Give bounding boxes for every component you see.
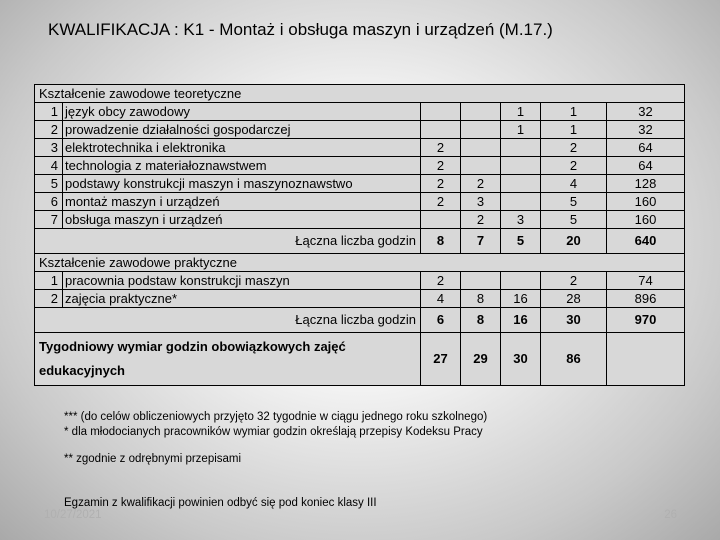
theory-total-row-value-1: 8 (421, 229, 461, 254)
table-row (35, 139, 685, 157)
curriculum-table (34, 84, 685, 386)
hours-class-3: 1 (501, 121, 541, 139)
hours-total: 896 (607, 290, 685, 308)
hours-class-3: 1 (501, 103, 541, 121)
row-number: 7 (35, 211, 63, 229)
hours-class-3 (501, 157, 541, 175)
subject-name: język obcy zawodowy (63, 103, 421, 121)
hours-class-1: 2 (421, 193, 461, 211)
hours-total: 64 (607, 139, 685, 157)
theory-total-row-label: Łączna liczba godzin (35, 229, 421, 254)
hours-class-3 (501, 139, 541, 157)
practice-total-row-value-2: 8 (461, 308, 501, 333)
weekly-hours-row-value-3: 30 (501, 333, 541, 386)
hours-total: 128 (607, 175, 685, 193)
page-title: KWALIFIKACJA : K1 - Montaż i obsługa maszyn i urządzeń (M.17.) (48, 20, 553, 39)
note-calculation: *** (do celów obliczeniowych przyjęto 32 tygodnie w ciągu jednego roku szkolnego) (64, 411, 488, 423)
hours-weekly-sum: 2 (541, 272, 607, 290)
table-row (35, 290, 685, 308)
subject-name: prowadzenie działalności gospodarczej (63, 121, 421, 139)
row-number: 6 (35, 193, 63, 211)
hours-class-2: 3 (461, 193, 501, 211)
hours-class-1: 2 (421, 157, 461, 175)
hours-weekly-sum: 28 (541, 290, 607, 308)
table-row (35, 193, 685, 211)
table-row (35, 272, 685, 290)
row-number: 1 (35, 272, 63, 290)
hours-class-2: 2 (461, 211, 501, 229)
section-heading-row (35, 85, 685, 103)
subject-name: elektrotechnika i elektronika (63, 139, 421, 157)
hours-class-2 (461, 121, 501, 139)
subject-name: podstawy konstrukcji maszyn i maszynoznawstwo (63, 175, 421, 193)
practice-total-row-value-1: 6 (421, 308, 461, 333)
row-number: 1 (35, 103, 63, 121)
hours-class-1: 2 (421, 139, 461, 157)
table-row (35, 121, 685, 139)
weekly-hours-row (35, 333, 685, 386)
practice-total-row-value-4: 30 (541, 308, 607, 333)
section-heading: Kształcenie zawodowe teoretyczne (35, 85, 685, 103)
note-exam: Egzamin z kwalifikacji powinien odbyć się pod koniec klasy III (64, 497, 377, 509)
theory-total-row-value-3: 5 (501, 229, 541, 254)
hours-total: 74 (607, 272, 685, 290)
hours-total: 32 (607, 121, 685, 139)
row-number: 3 (35, 139, 63, 157)
theory-total-row-value-5: 640 (607, 229, 685, 254)
table-row (35, 175, 685, 193)
table-row (35, 211, 685, 229)
hours-weekly-sum: 1 (541, 121, 607, 139)
subject-name: obsługa maszyn i urządzeń (63, 211, 421, 229)
hours-class-3: 16 (501, 290, 541, 308)
row-number: 2 (35, 121, 63, 139)
practice-total-row-label: Łączna liczba godzin (35, 308, 421, 333)
slide-number: 26 (664, 509, 677, 521)
hours-total: 64 (607, 157, 685, 175)
weekly-hours-row-value-2: 29 (461, 333, 501, 386)
hours-class-1 (421, 121, 461, 139)
section-heading-row (35, 254, 685, 272)
practice-total-row (35, 308, 685, 333)
table-row (35, 157, 685, 175)
hours-total: 160 (607, 211, 685, 229)
hours-class-1: 2 (421, 175, 461, 193)
weekly-hours-row-value-5 (607, 333, 685, 386)
hours-weekly-sum: 4 (541, 175, 607, 193)
section-heading: Kształcenie zawodowe praktyczne (35, 254, 685, 272)
hours-class-3 (501, 193, 541, 211)
theory-total-row (35, 229, 685, 254)
subject-name: montaż maszyn i urządzeń (63, 193, 421, 211)
weekly-hours-row-value-1: 27 (421, 333, 461, 386)
hours-class-3 (501, 272, 541, 290)
subject-name: zajęcia praktyczne* (63, 290, 421, 308)
hours-class-1: 2 (421, 272, 461, 290)
slide-date: 10/27/2021 (44, 509, 102, 521)
table-row (35, 103, 685, 121)
hours-weekly-sum: 5 (541, 211, 607, 229)
note-young-workers: * dla młodocianych pracowników wymiar godzin określają przepisy Kodeksu Pracy (64, 426, 483, 438)
row-number: 5 (35, 175, 63, 193)
hours-class-1: 4 (421, 290, 461, 308)
hours-class-1 (421, 103, 461, 121)
hours-weekly-sum: 1 (541, 103, 607, 121)
hours-class-2 (461, 139, 501, 157)
hours-class-2: 8 (461, 290, 501, 308)
theory-total-row-value-4: 20 (541, 229, 607, 254)
subject-name: technologia z materiałoznawstwem (63, 157, 421, 175)
hours-class-1 (421, 211, 461, 229)
hours-class-3: 3 (501, 211, 541, 229)
row-number: 2 (35, 290, 63, 308)
hours-class-2 (461, 157, 501, 175)
hours-weekly-sum: 5 (541, 193, 607, 211)
hours-class-2: 2 (461, 175, 501, 193)
weekly-hours-row-label: Tygodniowy wymiar godzin obowiązkowych zajęć edukacyjnych (35, 333, 421, 386)
hours-total: 32 (607, 103, 685, 121)
practice-total-row-value-3: 16 (501, 308, 541, 333)
practice-total-row-value-5: 970 (607, 308, 685, 333)
hours-total: 160 (607, 193, 685, 211)
row-number: 4 (35, 157, 63, 175)
subject-name: pracownia podstaw konstrukcji maszyn (63, 272, 421, 290)
hours-class-3 (501, 175, 541, 193)
hours-weekly-sum: 2 (541, 139, 607, 157)
hours-class-2 (461, 272, 501, 290)
note-separate-rules: ** zgodnie z odrębnymi przepisami (64, 453, 242, 465)
notes (64, 410, 487, 440)
hours-class-2 (461, 103, 501, 121)
theory-total-row-value-2: 7 (461, 229, 501, 254)
hours-weekly-sum: 2 (541, 157, 607, 175)
weekly-hours-row-value-4: 86 (541, 333, 607, 386)
